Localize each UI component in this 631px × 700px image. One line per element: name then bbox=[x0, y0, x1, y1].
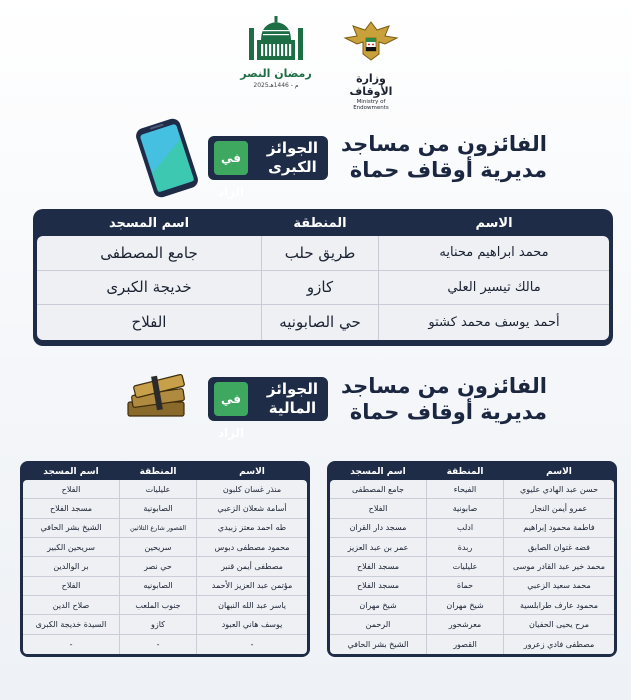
cell-name: مصطفى فادي زعرور bbox=[523, 639, 595, 649]
cell-name: أسامة شعلان الزعبي bbox=[217, 503, 287, 513]
cell-name: ياسر عبد الله النبهان bbox=[218, 600, 286, 610]
cell-mosque: بر الوالدين bbox=[53, 561, 89, 571]
table-header bbox=[23, 463, 307, 480]
cell-mosque: عمر بن عبد العزيز bbox=[347, 542, 409, 552]
header-mosque: اسم المسجد bbox=[43, 466, 99, 477]
cell-name: فاطمة محمود إبراهيم bbox=[523, 523, 595, 533]
cell-mosque: الفلاح bbox=[131, 313, 167, 332]
ramadan-title: رمضان النصر bbox=[240, 67, 312, 80]
table-row bbox=[23, 538, 307, 557]
cell-area: كازو bbox=[119, 615, 197, 633]
cell-name: طه احمد معتز زبيدي bbox=[217, 523, 287, 533]
table-row bbox=[37, 236, 609, 271]
table-row bbox=[23, 615, 307, 634]
cell-name: عمرو أيمن النجار bbox=[530, 503, 588, 513]
cell-name: مرح يحيى الحفيان bbox=[528, 619, 590, 629]
cell-area: القصور شارع الثلاثين bbox=[119, 519, 197, 537]
cell-area: كازو bbox=[261, 271, 379, 305]
cell-mosque: الفلاح bbox=[368, 503, 388, 513]
cell-area: حماة bbox=[426, 577, 504, 595]
cell-name: حسن عبد الهادي عليوي bbox=[519, 484, 599, 494]
table-row bbox=[37, 305, 609, 340]
cell-area: حي الصابونيه bbox=[261, 305, 379, 340]
header-name: الاسم bbox=[239, 466, 265, 477]
cell-area: معرشحور bbox=[426, 615, 504, 633]
table-row bbox=[23, 596, 307, 615]
ministry-name-en: Ministry of Endowments bbox=[353, 99, 389, 111]
cell-mosque: مسجد الفلاح bbox=[357, 561, 399, 571]
phone-icon bbox=[131, 114, 202, 202]
cell-name: محمود عارف طرابلسية bbox=[520, 600, 598, 610]
badge-line2: المالية bbox=[268, 399, 317, 417]
cell-area: ربدة bbox=[426, 538, 504, 556]
ramadan-logo bbox=[236, 16, 316, 102]
cell-area: جنوب الملعب bbox=[119, 596, 197, 614]
cell-name: منذر غسان كلبون bbox=[222, 484, 282, 494]
table-row bbox=[23, 499, 307, 518]
table-row bbox=[330, 499, 614, 518]
table-row bbox=[23, 519, 307, 538]
badge-line2: الكبرى bbox=[268, 158, 317, 176]
section2-title-line2: مديرية أوقاف حماة bbox=[349, 400, 547, 424]
header-area: المنطقة bbox=[139, 466, 177, 477]
cell-mosque: شيخ مهران bbox=[359, 600, 397, 610]
section2-title-line1: الفائزون من مساجد bbox=[340, 374, 547, 398]
table-header bbox=[330, 463, 614, 480]
cell-name: فضه غتوان الصابق bbox=[528, 542, 590, 552]
cell-mosque: الفلاح bbox=[61, 484, 81, 494]
section1-title-line2: مديرية أوقاف حماة bbox=[349, 158, 547, 182]
header-mosque: اسم المسجد bbox=[108, 216, 190, 231]
cell-name: محمد خير عبد القادر موسى bbox=[513, 561, 605, 571]
fi-alzad-logo: في الزاد bbox=[214, 382, 248, 416]
section1-title bbox=[341, 131, 547, 183]
cell-area: القصور bbox=[426, 635, 504, 654]
grand-prizes-badge bbox=[208, 136, 328, 199]
table-body bbox=[37, 236, 609, 340]
section1-title-line1: الفائزون من مساجد bbox=[340, 132, 547, 156]
cell-area: عليليات bbox=[426, 557, 504, 575]
header-name: الاسم bbox=[475, 216, 513, 231]
table-row bbox=[330, 596, 614, 615]
cell-area: شيخ مهران bbox=[426, 596, 504, 614]
cell-area: صابونية bbox=[426, 499, 504, 517]
header bbox=[0, 16, 631, 111]
badge-line1: الجوائز bbox=[266, 139, 318, 157]
fi-alzad-logo: في الزاد bbox=[214, 141, 248, 175]
money-stack-icon bbox=[124, 368, 190, 424]
table-row bbox=[330, 577, 614, 596]
cell-mosque: جامع المصطفى bbox=[352, 484, 404, 494]
cell-area: - bbox=[119, 635, 197, 654]
cell-mosque: - bbox=[69, 639, 73, 649]
cell-name: - bbox=[250, 639, 254, 649]
table-row bbox=[23, 480, 307, 499]
cell-mosque: مسجد دار القران bbox=[349, 523, 407, 533]
cell-name: أحمد يوسف محمد كشتو bbox=[428, 314, 560, 330]
eagle-emblem-icon bbox=[343, 20, 399, 64]
cell-mosque: خديجة الكبرى bbox=[106, 278, 192, 297]
table-body bbox=[23, 480, 307, 654]
cell-mosque: الفلاح bbox=[61, 581, 81, 591]
cell-name: مصطفى أيمن قنبر bbox=[221, 561, 283, 571]
cell-name: مؤتمن عبد العزيز الأحمد bbox=[211, 581, 293, 591]
cell-area: عليليات bbox=[119, 480, 197, 498]
table-row bbox=[23, 577, 307, 596]
header-mosque: اسم المسجد bbox=[350, 466, 406, 477]
cash-prizes-badge bbox=[208, 377, 328, 440]
cell-mosque: صلاح الدين bbox=[52, 600, 90, 610]
cell-mosque: الرحمن bbox=[365, 619, 391, 629]
cell-area: الصابونيه bbox=[119, 577, 197, 595]
cell-mosque: مسجد الفلاح bbox=[50, 503, 92, 513]
table-row bbox=[330, 557, 614, 576]
header-area: المنطقة bbox=[446, 466, 484, 477]
ministry-name-ar: وزارة الأوقاف bbox=[349, 72, 393, 98]
table-row bbox=[330, 615, 614, 634]
cell-mosque: السيدة خديجة الكبرى bbox=[35, 619, 107, 629]
table-row bbox=[330, 519, 614, 538]
badge-text bbox=[267, 380, 318, 418]
header-name: الاسم bbox=[546, 466, 572, 477]
cell-name: مالك تيسير العلي bbox=[447, 279, 541, 295]
badge-text bbox=[267, 139, 318, 177]
cash-prizes-table-left bbox=[20, 461, 310, 657]
table-row bbox=[37, 271, 609, 306]
cell-area: الفيحاء bbox=[426, 480, 504, 498]
cell-area: الصابونية bbox=[119, 499, 197, 517]
cash-prizes-table-right bbox=[327, 461, 617, 657]
table-row bbox=[330, 635, 614, 654]
table-row bbox=[330, 538, 614, 557]
cell-mosque: سريحين الكبير bbox=[47, 542, 95, 552]
badge-line1: الجوائز bbox=[266, 380, 318, 398]
ministry-logo bbox=[338, 20, 404, 111]
section2-title bbox=[341, 373, 547, 425]
mosque-icon bbox=[247, 16, 305, 62]
cell-area: طريق حلب bbox=[261, 236, 379, 270]
cell-name: محمد سعيد الزعبي bbox=[527, 581, 591, 591]
cell-area: سريحين bbox=[119, 538, 197, 556]
cell-area: ادلب bbox=[426, 519, 504, 537]
table-header bbox=[37, 211, 609, 236]
cell-name: محمود مصطفى دبوس bbox=[214, 542, 290, 552]
grand-prizes-table bbox=[33, 209, 613, 346]
cell-area: حي نصر bbox=[119, 557, 197, 575]
cell-mosque: جامع المصطفى bbox=[100, 243, 198, 262]
table-row bbox=[23, 635, 307, 654]
header-area: المنطقة bbox=[293, 216, 347, 231]
cell-mosque: الشيخ بشر الحافي bbox=[40, 523, 102, 533]
table-row bbox=[23, 557, 307, 576]
cell-mosque: مسجد الفلاح bbox=[357, 581, 399, 591]
cell-name: محمد ابراهيم محنايه bbox=[439, 245, 549, 261]
table-body bbox=[330, 480, 614, 654]
ramadan-year: 2025م - 1446هـ bbox=[253, 82, 299, 89]
table-row bbox=[330, 480, 614, 499]
cell-mosque: الشيخ بشر الحافي bbox=[347, 639, 409, 649]
cell-name: يوسف هاني العبود bbox=[221, 619, 283, 629]
